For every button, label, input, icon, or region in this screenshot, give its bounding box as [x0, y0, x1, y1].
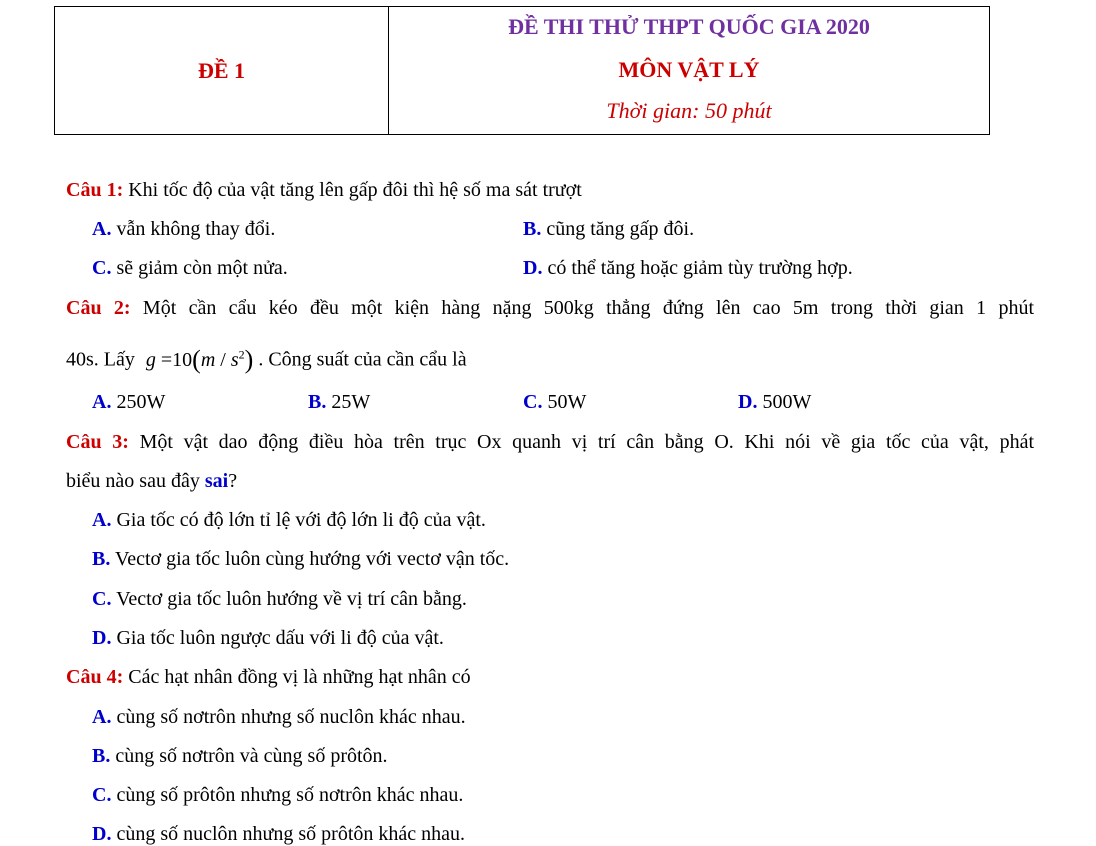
- option-label: D.: [523, 257, 543, 279]
- question-3-option-c[interactable]: [92, 587, 467, 611]
- exam-header-table: [54, 6, 990, 135]
- option-text: cùng số nuclôn nhưng số prôtôn khác nhau.: [116, 823, 466, 845]
- option-text: sẽ giảm còn một nửa.: [116, 257, 288, 279]
- formula-close-paren: ): [244, 344, 254, 374]
- formula-power: 2: [238, 347, 245, 361]
- formula-equals: =: [160, 348, 173, 371]
- question-label: Câu 2:: [66, 297, 131, 319]
- option-label: A.: [92, 706, 112, 728]
- formula-coefficient: 10: [172, 348, 193, 371]
- question-label: Câu 4:: [66, 666, 124, 688]
- option-label: A.: [92, 391, 112, 413]
- question-text: Một vật dao động điều hòa trên trục Ox quanh vị trí cân bằng O. Khi nói về gia tốc của vật, phát: [139, 431, 1035, 453]
- formula-unit-s: s: [230, 348, 239, 371]
- option-text: 500W: [762, 391, 812, 413]
- formula-unit-m: m: [200, 348, 216, 371]
- exam-title: ĐỀ THI THỬ THPT QUỐC GIA 2020: [508, 14, 870, 39]
- option-label: D.: [738, 391, 758, 413]
- formula-open-paren: (: [192, 344, 201, 374]
- option-text: cùng số nơtrôn và cùng số prôtôn.: [115, 745, 388, 767]
- option-label: C.: [92, 257, 112, 279]
- question-2: [66, 296, 1034, 320]
- option-label: C.: [92, 784, 112, 806]
- exam-duration: Thời gian: 50 phút: [606, 98, 772, 123]
- option-text: 250W: [116, 391, 166, 413]
- question-1-option-c[interactable]: [92, 256, 288, 280]
- option-text: Gia tốc luôn ngược dấu với li độ của vật.: [116, 627, 444, 649]
- question-2-line-2: [66, 339, 467, 375]
- question-2-option-d[interactable]: [738, 390, 811, 414]
- question-1-option-d[interactable]: [523, 256, 853, 280]
- question-text-end: ?: [228, 470, 238, 492]
- option-text: cùng số prôtôn nhưng số nơtrôn khác nhau.: [116, 784, 464, 806]
- question-emphasis: sai: [204, 470, 229, 492]
- option-label: C.: [92, 588, 112, 610]
- gravity-formula: [145, 344, 258, 374]
- question-label: Câu 1:: [66, 179, 124, 201]
- exam-info-cell: [389, 7, 989, 134]
- question-3-option-a[interactable]: [92, 508, 486, 532]
- exam-code-cell: [55, 7, 389, 134]
- question-text-continued: 40s. Lấy: [66, 348, 135, 371]
- option-label: B.: [92, 548, 111, 570]
- question-1: [66, 178, 582, 202]
- option-text: cùng số nơtrôn nhưng số nuclôn khác nhau.: [116, 706, 466, 728]
- option-label: D.: [92, 627, 112, 649]
- exam-subject: MÔN VẬT LÝ: [618, 57, 760, 82]
- option-label: B.: [92, 745, 111, 767]
- option-label: D.: [92, 823, 112, 845]
- question-text: Khi tốc độ của vật tăng lên gấp đôi thì hệ số ma sát trượt: [128, 179, 582, 201]
- option-label: A.: [92, 509, 112, 531]
- option-text: 25W: [331, 391, 371, 413]
- formula-lhs: g: [145, 348, 156, 371]
- option-text: cũng tăng gấp đôi.: [546, 218, 695, 240]
- option-label: C.: [523, 391, 543, 413]
- question-2-option-a[interactable]: [92, 390, 165, 414]
- question-label: Câu 3:: [66, 431, 129, 453]
- question-1-option-a[interactable]: [92, 217, 275, 241]
- option-label: B.: [523, 218, 542, 240]
- question-2-option-b[interactable]: [308, 390, 370, 414]
- question-1-option-b[interactable]: [523, 217, 694, 241]
- option-text: Vectơ gia tốc luôn cùng hướng với vectơ vận tốc.: [114, 548, 510, 570]
- option-text: có thể tăng hoặc giảm tùy trường hợp.: [547, 257, 853, 279]
- option-text: Vectơ gia tốc luôn hướng về vị trí cân bằng.: [116, 588, 467, 610]
- question-text: Các hạt nhân đồng vị là những hạt nhân có: [128, 666, 471, 688]
- question-text: Một cần cẩu kéo đều một kiện hàng nặng 500kg thẳng đứng lên cao 5m trong thời gian 1 phút: [142, 297, 1034, 319]
- question-4-option-c[interactable]: [92, 783, 463, 807]
- question-3-option-b[interactable]: [92, 547, 509, 571]
- option-text: vẫn không thay đổi.: [116, 218, 276, 240]
- question-text-end: . Công suất của cần cẩu là: [258, 348, 467, 371]
- question-3: [66, 430, 1034, 454]
- question-3-line-2: [66, 469, 237, 493]
- question-4-option-d[interactable]: [92, 822, 465, 846]
- option-label: A.: [92, 218, 112, 240]
- option-label: B.: [308, 391, 327, 413]
- question-4-option-a[interactable]: [92, 705, 466, 729]
- question-4: [66, 665, 471, 689]
- option-text: 50W: [547, 391, 587, 413]
- question-2-option-c[interactable]: [523, 390, 586, 414]
- question-3-option-d[interactable]: [92, 626, 444, 650]
- formula-slash: /: [220, 348, 226, 371]
- question-4-option-b[interactable]: [92, 744, 388, 768]
- option-text: Gia tốc có độ lớn tỉ lệ với độ lớn li độ của vật.: [116, 509, 486, 531]
- exam-code: ĐỀ 1: [197, 57, 246, 83]
- question-text-continued: biểu nào sau đây: [66, 470, 200, 492]
